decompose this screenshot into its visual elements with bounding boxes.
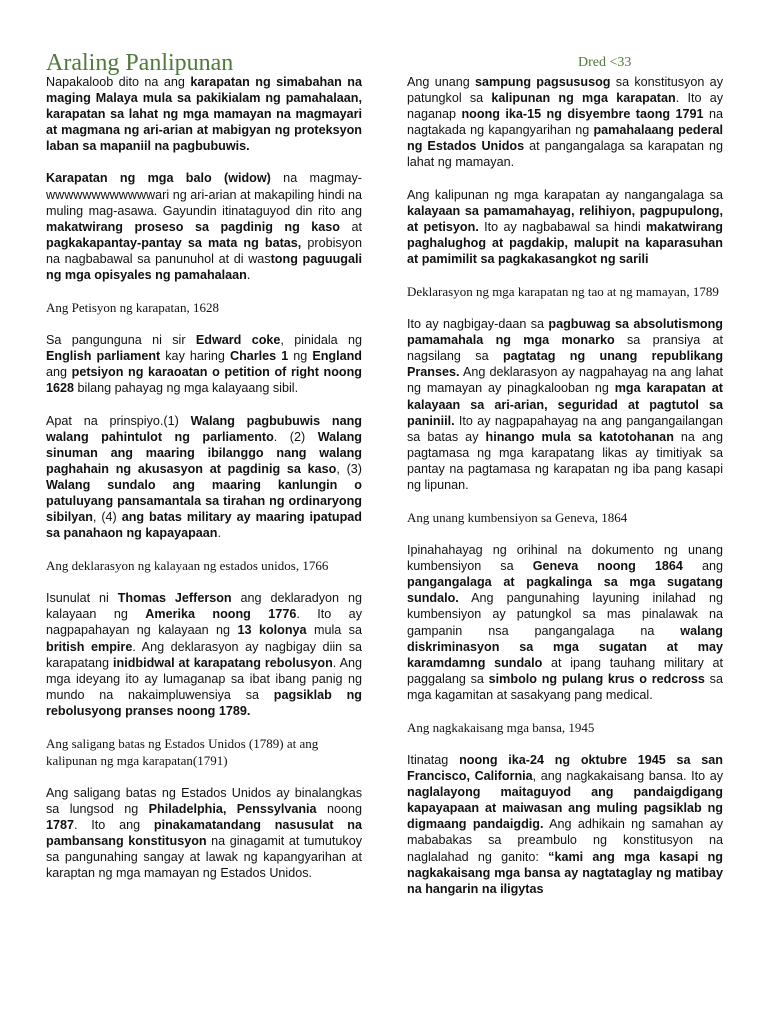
text-run: probisyon na nagbabawal sa panunuhol at di was — [46, 235, 362, 266]
text-run: Ito ay nagbigay-daan sa — [407, 317, 549, 332]
body-paragraph — [407, 187, 723, 267]
text-run: Ang unang — [407, 75, 476, 89]
bold-text: Walang pagbubuwis nang walang pahintulot ng parliamento — [46, 413, 363, 444]
text-run: . Ito ang — [74, 818, 154, 833]
text-run: kay haring — [160, 349, 230, 364]
text-run: Napakaloob dito na ang — [46, 75, 191, 89]
bold-text: Amerika noong 1776 — [145, 607, 297, 622]
left-column — [46, 74, 362, 898]
bold-text: Charles 1 — [229, 349, 289, 364]
text-run: Ipinahahayag ng orihinal na dokumento ng unang kumbensiyon sa — [407, 543, 723, 574]
bold-text: “kami ang mga kasapi ng nagkakaisang mga bansa ay nagtataglay ng matibay na hangarin na iligytas — [407, 849, 723, 896]
bold-text: pangangalaga at pagkalinga sa mga sugatang sundalo. — [407, 575, 723, 606]
body-paragraph — [407, 752, 723, 897]
right-column — [407, 74, 723, 913]
bold-text: tong paguugali ng mga opisyales ng pamahalaan — [46, 251, 362, 283]
text-run: Isunulat ni — [46, 591, 118, 606]
bold-text: Philadelphia, Penssylvania — [148, 802, 317, 817]
bold-text: pagtatag ng unang republikang Pranses. — [407, 349, 724, 380]
text-run: , ang nagkakaisang bansa. Ito ay — [532, 769, 723, 784]
bold-text: pagbuwag sa absolutismong pamamahala ng mga monarko — [407, 317, 723, 348]
bold-text: pamahalaang pederal ng Estados Unidos — [407, 123, 723, 154]
bold-text: kalipunan ng mga karapatan — [491, 91, 676, 106]
bold-text: Geneva noong 1864 — [532, 559, 683, 574]
bold-text: simbolo ng pulang krus o redcross — [488, 671, 705, 686]
text-run: . Ito ay naganap — [407, 91, 723, 122]
text-run: , pinidala ng — [280, 333, 362, 348]
bold-text: pagkakapantay-pantay sa mata ng batas, — [46, 235, 302, 250]
text-run: ng — [288, 349, 313, 364]
text-run: at ipang tauhang military at paggalang sa — [407, 655, 724, 686]
text-run: . Ang deklarasyon ay nagbigay diin sa karapatang — [46, 639, 363, 670]
bold-text: Karapatan ng mga balo (widow) — [46, 171, 271, 186]
body-paragraph — [46, 590, 362, 719]
bold-text: 13 kolonya — [237, 623, 307, 638]
text-run: na ginagamit at tumutukoy sa pangunahing sangay at lawak ng kapangyarihan at karaptan ng mga mamayan ng Estados Unidos. — [46, 834, 362, 881]
body-paragraph — [407, 74, 723, 171]
bold-text: walang diskriminasyon sa mga sugatan at may karamdamng sundalo — [407, 623, 723, 670]
section-heading: Ang unang kumbensiyon sa Geneva, 1864 — [407, 510, 628, 526]
bold-text: England — [312, 349, 363, 364]
text-run: Ang saligang batas ng Estados Unidos ay binalangkas sa lungsod ng — [46, 786, 362, 817]
section-heading: Ang saligang batas ng Estados Unidos (1789) at ang kalipunan ng mga karapatan(1791) — [46, 736, 319, 768]
bold-text: ang batas military ay maaring ipatupad sa panahaon ng kapayapaan — [46, 510, 362, 541]
text-run: at pangangalaga sa karapatan ng lahat ng mamayan. — [407, 139, 723, 170]
bold-text: makatwirang proseso sa pagdinig ng kaso — [46, 219, 340, 234]
text-run: na ang pagtamasa ng mga karapatang likas ay timitiyak sa pantay na pagtamasa ng karapatan ng iba pang kasapi ng lipunan. — [407, 429, 723, 492]
bold-text: pagsiklab ng rebolusyong pranses noong 1789. — [46, 687, 363, 718]
text-run: . (2) — [273, 429, 318, 444]
body-paragraph — [407, 542, 723, 703]
text-run: Ang deklarasyon ay nagpahayag na ang lahat ng mamayan ay pinagkalooban ng — [407, 365, 723, 396]
text-run: bilang pahayag ng mga kalayaang sibil. — [74, 381, 299, 396]
bold-text: kalayaan sa pamamahayag, relihiyon, pagpupulong, at petisyon. — [407, 203, 723, 234]
text-run: na magmay-wwwwwwwwwwwwari ng ari-arian at makapiling hindi na muling mag-asawa. Gayundin itinataguyod din rito ang — [46, 171, 362, 218]
text-run: Ito ay nagpapahayag na ang pangangailangan sa batas ay — [407, 413, 723, 444]
text-run: Ang kalipunan ng mga karapatan ay nangangalaga sa — [407, 187, 723, 202]
author-name: Dred <33 — [578, 55, 632, 70]
text-run: . — [246, 268, 251, 283]
section-heading: Deklarasyon ng mga karapatan ng tao at ng mamayan, 1789 — [407, 284, 719, 300]
text-run: Itinatag — [407, 753, 460, 767]
section-heading: Ang nagkakaisang mga bansa, 1945 — [407, 720, 595, 735]
bold-text: hinango mula sa katotohanan — [485, 429, 674, 444]
bold-text: naglalayong maitaguyod ang pandaigdigang kapayapaan at maiwasan ang muling pagsiklab ng digmaang pandaigdig. — [407, 785, 723, 832]
body-paragraph — [46, 332, 362, 396]
text-run: sa mga kagamitan at sasakyang pang medical. — [407, 671, 723, 702]
bold-text: petsiyon ng karaoatan o petition of right noong 1628 — [46, 365, 363, 396]
bold-text: inidbidwal at karapatang rebolusyon — [113, 655, 333, 670]
body-paragraph — [46, 74, 362, 154]
text-run: Sa pangunguna ni sir — [46, 333, 196, 348]
text-run: ang deklaradyon ng kalayaan ng — [46, 591, 362, 622]
bold-text: Walang sinuman ang maaring ibilanggo nang walang paghahain ng akusasyon at pagdinig sa kaso — [46, 429, 362, 476]
text-run: , (3) — [336, 461, 363, 476]
text-run: . — [217, 526, 221, 541]
text-run: Ang pangunahing layuning inilahad ng kumbensiyon ay patungkol sa mas pinalawak na gampanin nsa pangangalaga na — [407, 591, 723, 638]
bold-text: makatwirang paghalughog at pagdakip, malupit na kaparasuhan at pamimilit sa pagkakasangkot ng sarili — [407, 219, 723, 266]
body-paragraph — [46, 170, 362, 283]
bold-text: british empire — [46, 639, 133, 654]
bold-text: Walang sundalo ang maaring kanlungin o patuluyang pansamantala sa tirahan ng ordinaryong sibilyan — [46, 477, 362, 525]
text-run: sa pransiya at nagsilang sa — [407, 333, 724, 364]
bold-text: noong ika-15 ng disyembre taong 1791 — [461, 107, 704, 122]
text-run: na nagtakada ng kapangyarihan ng — [407, 107, 723, 138]
text-run: . Ang mga ideyang ito ay lumaganap sa ibat ibang panig ng mundo na nakaimpluwensiya sa — [46, 655, 362, 702]
body-paragraph — [46, 785, 362, 882]
text-run: ang — [46, 365, 72, 380]
bold-text: English parliament — [46, 349, 161, 364]
text-run: sa konstitusyon ay patungkol sa — [407, 75, 723, 106]
bold-text: 1787 — [46, 818, 75, 833]
section-heading: Ang deklarasyon ng kalayaan ng estados unidos, 1766 — [46, 558, 329, 574]
text-run: at — [340, 219, 362, 234]
text-run: ang — [682, 559, 723, 574]
text-run: Ito ay nagbabawal sa hindi — [478, 219, 646, 234]
bold-text: Thomas Jefferson — [117, 591, 232, 606]
text-run: noong — [316, 802, 362, 817]
bold-text: Edward coke — [195, 333, 281, 348]
section-heading: Ang Petisyon ng karapatan, 1628 — [46, 300, 219, 316]
page-title: Araling Panlipunan — [46, 50, 234, 76]
text-run: Ang adhikain ng samahan ay mababakas sa preambulo ng konstitusyon na naglalahad ng ganito: — [407, 817, 723, 864]
text-run: mula sa — [306, 623, 362, 638]
text-run: . Ito ay nagpapahayan ng kalayaan ng — [46, 607, 362, 638]
bold-text: pinakamatandang nasusulat na pambansang konstitusyon — [46, 818, 363, 849]
bold-text: mga karapatan at kalayaan sa ari-arian, seguridad at pagtutol sa paniniil. — [407, 381, 723, 428]
bold-text: sampung pagsususog — [475, 75, 611, 89]
text-run: Apat na prinspiyo.(1) — [46, 413, 191, 428]
text-run: , (4) — [92, 510, 122, 525]
bold-text: noong ika-24 ng oktubre 1945 sa san Francisco, California — [407, 753, 723, 784]
body-paragraph — [407, 316, 723, 493]
body-paragraph — [46, 413, 362, 542]
bold-text: karapatan ng simabahan na maging Malaya mula sa pakikialam ng pamahalaan, karapatan sa lahat ng mga mamayan na magmayari at magmana ng ari-arian at mabigyan ng proteksyon laban sa mapaniil na pagbubuwis. — [46, 75, 363, 154]
